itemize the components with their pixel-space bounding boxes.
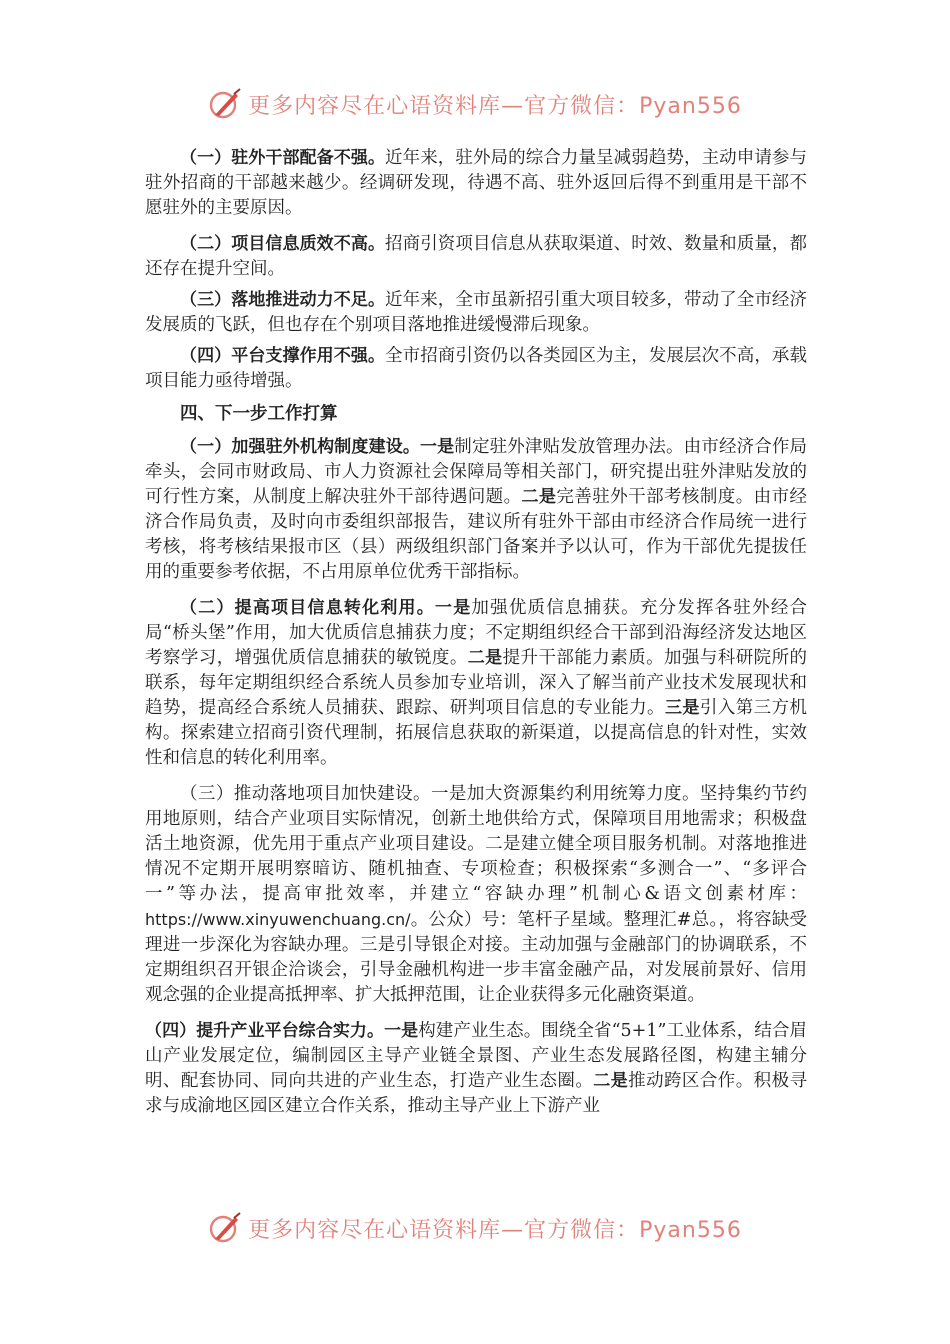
paragraph-text: 全市招商引资仍以各类园区为主，发展层次不高，承载项目能力亟待增强。 (145, 346, 808, 391)
paragraph-text: （三）推动落地项目加快建设。一是加大资源集约利用统筹力度。坚持集约节约用地原则，结合产业项目实际情况，创新土地供给方式，保障项目用地需求；积极盘活土地资源，优先用于重点产业项目建设。二是建立健全项目服务机制。对落地推进情况不定期开展明察暗访、随机抽查、专项检查；积极探索“多测合一”、“多评合一”等办法，提高审批效率，并建立“容缺办理”机制心&语文创素材库： (145, 784, 807, 904)
paragraph-heading: （二）提高项目信息转化利用。 (180, 598, 435, 618)
section-heading: 四、下一步工作打算 (180, 404, 338, 424)
paragraph-text: 完善驻外干部考核制度。由市经济合作局负责，及时向市委组织部报告，建议所有驻外干部由市经济合作局统一进行考核，将考核结果报市区（县）两级组织部门备案并予以认可，作为干部优先提拔任用的重要参考依据，不占用原单位优秀干部指标。 (145, 487, 808, 582)
paragraph-6 (145, 596, 807, 771)
paragraph-text: 近年来，驻外局的综合力量呈减弱趋势，主动申请参与驻外招商的干部越来越少。经调研发现，待遇不高、驻外返回后得不到重用是干部不愿驻外的主要原因。 (145, 148, 808, 218)
emphasis-label: 二是 (593, 1071, 629, 1091)
quill-pen-logo-icon (208, 87, 242, 121)
paragraph-text: 。公众）号：笔杆子星域。整理汇#总。，将容缺受理进一步深化为容缺办理。三是引导银企对接。主动加强与金融部门的协调联系，不定期组织召开银企洽谈会，引导金融机构进一步丰富金融产品，对发展前景好、信用观念强的企业提高抵押率、扩大抵押范围，让企业获得多元化融资渠道。 (145, 910, 807, 1005)
paragraph-heading: （一）加强驻外机构制度建设。 (180, 437, 420, 457)
quill-pen-logo-icon (208, 1211, 242, 1245)
paragraph-1 (145, 146, 807, 221)
paragraph-7 (145, 782, 807, 1008)
emphasis-label: 一是 (434, 598, 472, 618)
watermark-banner-top (0, 84, 950, 124)
paragraph-5 (145, 435, 807, 585)
emphasis-label: 三是 (664, 698, 700, 718)
paragraph-text: 引入第三方机构。探索建立招商引资代理制，拓展信息获取的新渠道，以提高信息的针对性，实效性和信息的转化利用率。 (145, 698, 808, 768)
watermark-banner-bottom (0, 1208, 950, 1248)
paragraph-heading: （四）提升产业平台综合实力。 (145, 1021, 385, 1041)
watermark-text: 更多内容尽在心语资料库—官方微信：Pyan556 (248, 93, 742, 119)
paragraph-heading: （四）平台支撑作用不强。 (180, 346, 386, 366)
emphasis-label: 二是 (467, 648, 503, 668)
paragraph-text: 招商引资项目信息从获取渠道、时效、数量和质量，都还存在提升空间。 (145, 234, 808, 279)
paragraph-text: 加强优质信息捕获。充分发挥各驻外经合局“桥头堡”作用，加大优质信息捕获力度；不定期组织经合干部到沿海经济发达地区考察学习，增强优质信息捕获的敏锐度。 (145, 598, 808, 668)
paragraph-text: 构建产业生态。围绕全省“5+1”工业体系，结合眉山产业发展定位，编制园区主导产业链全景图、产业生态发展路径图，构建主辅分明、配套协同、同向共进的产业生态，打造产业生态圈。 (145, 1021, 808, 1091)
paragraph-4 (145, 344, 807, 394)
paragraph-heading: （三）落地推进动力不足。 (180, 290, 386, 310)
document-body (145, 146, 807, 1119)
paragraph-text: 推动跨区合作。积极寻求与成渝地区园区建立合作关系，推动主导产业上下游产业 (145, 1071, 808, 1116)
paragraph-text: 近年来，全市虽新招引重大项目较多，带动了全市经济发展质的飞跃，但也存在个别项目落地推进缓慢滞后现象。 (145, 290, 808, 335)
paragraph-heading: （一）驻外干部配备不强。 (180, 148, 386, 168)
watermark-text: 更多内容尽在心语资料库—官方微信：Pyan556 (248, 1217, 742, 1243)
emphasis-label: 二是 (521, 487, 557, 507)
paragraph-2 (145, 232, 807, 282)
paragraph-text: 提升干部能力素质。加强与科研院所的联系，每年定期组织经合系统人员参加专业培训，深入了解当前产业技术发展现状和趋势，提高经合系统人员捕获、跟踪、研判项目信息的专业能力。 (145, 648, 808, 718)
website-text: https://www.xinyuwenchuang.cn/ (145, 910, 411, 929)
emphasis-label: 一是 (420, 437, 455, 457)
paragraph-heading: （二）项目信息质效不高。 (180, 234, 386, 254)
paragraph-text: 制定驻外津贴发放管理办法。由市经济合作局牵头，会同市财政局、市人力资源社会保障局等相关部门，研究提出驻外津贴发放的可行性方案，从制度上解决驻外干部待遇问题。 (145, 437, 808, 507)
paragraph-8 (145, 1019, 807, 1119)
paragraph-3 (145, 288, 807, 338)
emphasis-label: 一是 (384, 1021, 419, 1041)
